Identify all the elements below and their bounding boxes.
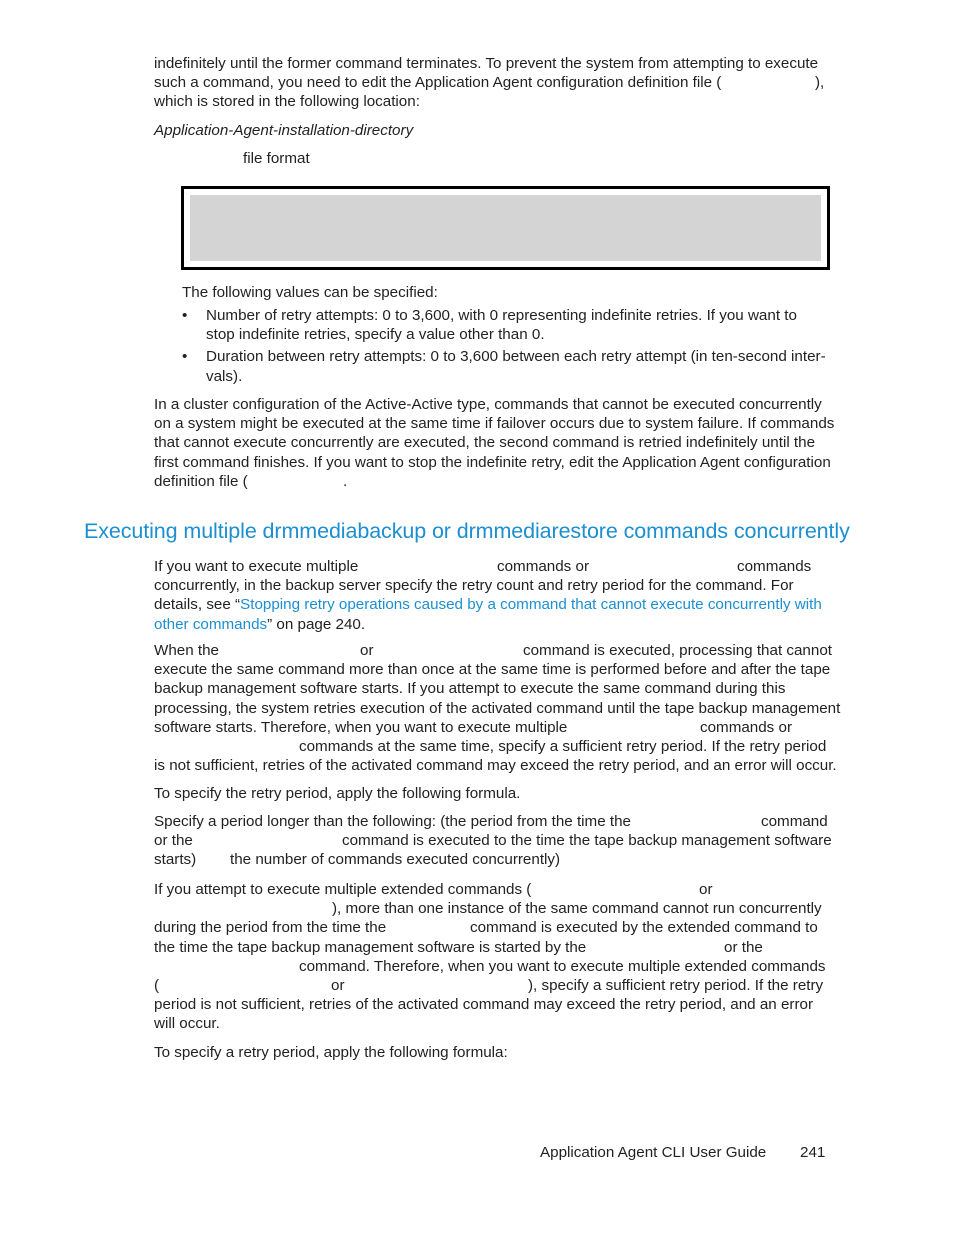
list-item: • Number of retry attempts: 0 to 3,600, with 0 representing indefinite retries. If you want to stop indefinite retries, specify a value other than 0.: [182, 307, 797, 344]
cross-reference-link[interactable]: Stopping retry operations caused by a command that cannot execute concurrently with: [240, 596, 822, 614]
intro-paragraph: [154, 54, 830, 112]
bullet-icon: •: [182, 348, 188, 366]
footer-title: Application Agent CLI User Guide: [540, 1144, 767, 1161]
section-heading: Executing multiple drmmediabackup or drmmediarestore commands concurrently: [84, 519, 850, 543]
processing-paragraph: When the or command is executed, processing that cannot execute the same command more than once at the same time is performed before and after the tape backup management software starts. If you attempt to execute the same command during this processing, the system retries execution of the activated command until the tape backup management software starts. Therefore, when you want to execute multiple commands or commands at the same time, specify a sufficient retry period. If the retry period is not sufficient, retries of the activated command may exceed the retry period, and an error will occur.: [154, 642, 841, 775]
list-item: • Duration between retry attempts: 0 to 3,600 between each retry attempt (in ten-second inter- vals).: [182, 348, 826, 385]
bullet-icon: •: [182, 307, 188, 324]
formula-paragraph: Specify a period longer than the following: (the period from the time the command or the command is executed to the time the tape backup management software starts) the number of commands executed concurrently): [154, 813, 832, 869]
values-list: [182, 306, 830, 389]
cross-reference-link-continued[interactable]: other commands: [154, 615, 268, 633]
code-example-shading: [190, 195, 821, 261]
text-line: indefinitely until the former command terminates. To prevent the system from attempting to execute: [154, 55, 819, 72]
concurrent-paragraph: If you want to execute multiple commands or commands concurrently, in the backup server specify the retry count and retry period for the command. For details, see “Stopping retry operations caused by a command that cannot execute concurrently with other commands” on page 240.: [154, 558, 822, 633]
text-line: such a command, you need to edit the Application Agent configuration definition file ( ),: [154, 74, 825, 92]
location-path: Application-Agent-installation-directory: [154, 122, 414, 139]
values-intro: The following values can be specified:: [182, 284, 438, 301]
cluster-paragraph: In a cluster configuration of the Active-Active type, commands that cannot be executed concurrently on a system might be executed at the same time if failover occurs due to system failure. If commands that cannot execute concurrently are executed, the second command is retried indefinitely until the first command finishes. If you want to stop the indefinite retry, edit the Application Agent configuration definition file ( .: [154, 396, 835, 490]
extended-commands-paragraph: If you attempt to execute multiple extended commands ( or ), more than one instance of the same command cannot run concurrently during the period from the time the command is executed by the extended command to the time the tape backup management software is started by the or the command. Therefore, when you want to execute multiple extended commands ( or ), specify a sufficient retry period. If the retry period is not sufficient, retries of the activated command may exceed the retry period, and an error will occur.: [154, 881, 826, 1033]
file-format-label: file format: [243, 150, 310, 167]
formula-intro: To specify the retry period, apply the following formula.: [154, 785, 521, 802]
text-line: which is stored in the following location:: [154, 93, 420, 111]
formula-intro-second: To specify a retry period, apply the following formula:: [154, 1044, 508, 1061]
code-example-box: [181, 186, 830, 270]
page-number: 241: [800, 1144, 826, 1161]
